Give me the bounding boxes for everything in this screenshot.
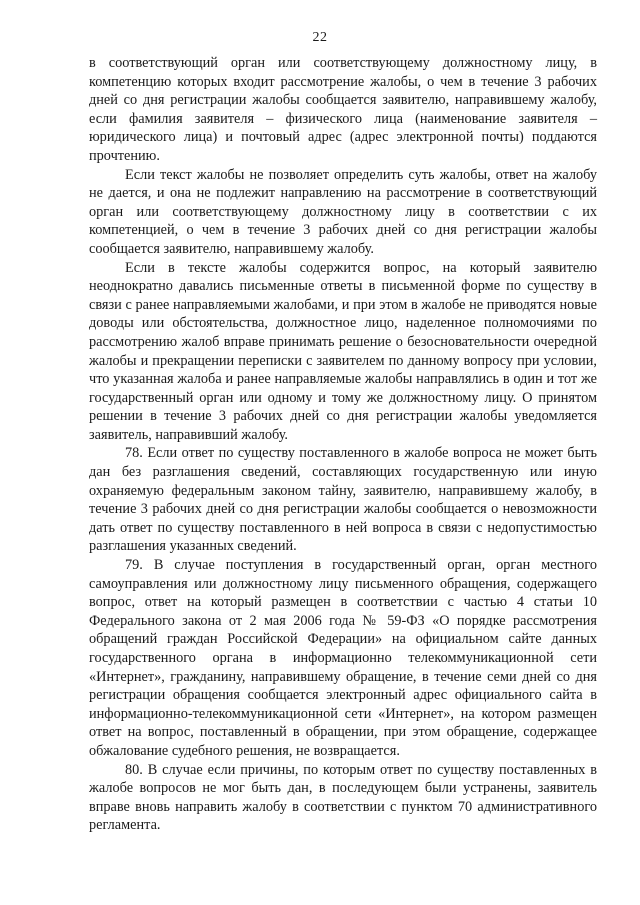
paragraph-79-published-answer: 79. В случае поступления в государственный орган, орган местного самоуправления или должностному лицу письменного обращения, содержащего вопрос, ответ на который размещен в соответствии с частью 4 статьи 10 Федерального закона от 2 мая 2006 года № 59-ФЗ «О порядке рассмотрения обращений граждан Российской Федерации» на официальном сайте данных государственного органа в информационно телекоммуникационной сети «Интернет», гражданину, направившему обращение, в течение семи дней со дня регистрации обращения сообщается электронный адрес официального сайта в информационно-телекоммуникационной сети «Интернет», на котором размещен ответ на вопрос, поставленный в обращении, при этом обращение, содержащее обжалование судебного решения, не возвращается. xyxy=(89,557,597,759)
paragraph-78-secret-info: 78. Если ответ по существу поставленного в жалобе вопроса не может быть дан без разглашения сведений, составляющих государственную или иную охраняемую федеральным законом тайну, заявителю, направившему жалобу, в течение 3 рабочих дней со дня регистрации жалобы сообщается о невозможности дать ответ по существу поставленного в ней вопроса в связи с недопустимостью разглашения указанных сведений. xyxy=(89,445,597,555)
paragraph-unreadable-complaint: Если текст жалобы не позволяет определить суть жалобы, ответ на жалобу не дается, и она не подлежит направлению на рассмотрение в соответствующий орган или соответствующему должностному лицу в соответствии с их компетенцией, о чем в течение 3 рабочих дней со дня регистрации жалобы сообщается заявителю, направившему жалобу. xyxy=(89,166,597,257)
paragraph-continuation: в соответствующий орган или соответствующему должностному лицу, в компетенцию которых входит рассмотрение жалобы, о чем в течение 3 рабочих дней со дня регистрации жалобы сообщается заявителю, направившему жалобу, если фамилия заявителя – физического лица (наименование заявителя – юридического лица) и почтовый адрес (адрес электронной почты) поддаются прочтению. xyxy=(89,55,597,164)
paragraph-80-resubmission: 80. В случае если причины, по которым ответ по существу поставленных в жалобе вопросов не мог быть дан, в последующем были устранены, заявитель вправе вновь направить жалобу в соответствии с пунктом 70 административного регламента. xyxy=(89,761,597,834)
document-body xyxy=(89,54,597,835)
paragraph-repeated-complaint: Если в тексте жалобы содержится вопрос, на который заявителю неоднократно давались письменные ответы в письменной форме по существу в связи с ранее направляемыми жалобами, и при этом в жалобе не приводятся новые доводы или обстоятельства, должностное лицо, наделенное полномочиями по рассмотрению жалоб вправе принимать решение о безосновательности очередной жалобы и прекращении переписки с заявителем по данному вопросу при условии, что указанная жалоба и ранее направляемые жалобы направлялись в один и тот же государственный орган или одному и тому же должностному лицу. О принятом решении в течение 3 рабочих дней со дня регистрации жалобы уведомляется заявитель, направивший жалобу. xyxy=(89,259,597,443)
page-number: 22 xyxy=(312,30,328,45)
